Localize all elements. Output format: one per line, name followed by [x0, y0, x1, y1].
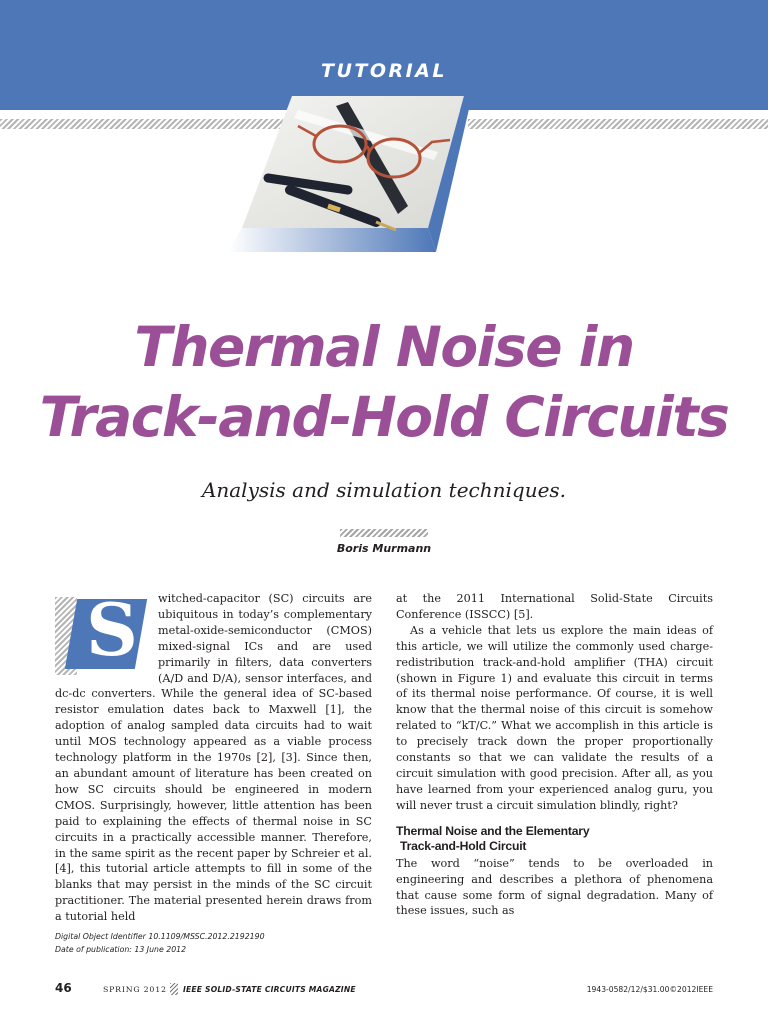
glasses-pen-photo	[228, 96, 472, 252]
section-label: TUTORIAL	[320, 60, 447, 82]
header-banner	[0, 0, 768, 110]
drop-cap-letter: S	[86, 587, 138, 672]
article-title	[0, 312, 768, 452]
section-heading-line-1: Thermal Noise and the Elementary	[396, 823, 590, 838]
header-hatch-right	[468, 119, 768, 129]
magazine-name: IEEE SOLID-STATE CIRCUITS MAGAZINE	[183, 985, 356, 994]
publication-metadata	[55, 930, 265, 956]
paragraph-intro: witched-capacitor (SC) circuits are ubiquitous in today’s complementary metal-oxide-semiconductor (CMOS) mixed-signal ICs and are used primarily in filters, data converters (A/D and D/A), sensor interfaces, and dc-dc converters. While the general idea of SC-based resistor emulation dates back to Maxwell [1], the adoption of analog sampled data circuits had to wait until MOS technology appeared as a viable process technology platform in the 1970s [2], [3]. Since then, an abundant amount of literature has been created on how SC circuits should be engineered in modern CMOS. Surprisingly, however, little attention has been paid to explaining the effects of thermal noise in SC circuits in a practically accessible manner. Therefore, in the same spirit as the recent paper by Schreier et al. [4], this tutorial article attempts to fill in some of the blanks that may persist in the minds of the SC circuit practitioner. The material presented herein draws from a tutorial held	[55, 592, 372, 924]
publication-date: Date of publication: 13 June 2012	[55, 945, 187, 954]
paragraph-vehicle: As a vehicle that lets us explore the main ideas of this article, we will utilize the commonly used charge-redistribution track-and-hold amplifier (THA) circuit (shown in Figure 1) and evaluate this circuit in terms of its thermal noise performance. Of course, it is well know that the thermal noise of this circuit is somehow related to “kT/C.” What we accomplish in this article is to precisely track down the proper proportionally constants so that we can validate the results of a circuit simulation with good precision. After all, as you have learned from your experienced analog guru, you will never trust a circuit simulation blindly, right?	[396, 623, 713, 812]
paragraph-noise: The word “noise” tends to be overloaded in engineering and describes a plethora of phenomena that cause some form of signal degradation. Many of these issues, such as	[396, 856, 713, 918]
issn-code: 1943-0582/12/$31.00©2012IEEE	[586, 985, 713, 994]
page-number: 46	[55, 981, 72, 995]
title-line-2: Track-and-Hold Circuits	[39, 385, 729, 449]
body-column-left	[55, 587, 372, 925]
author-name: Boris Murmann	[336, 542, 432, 555]
paragraph-intro-continued: at the 2011 International Solid-State Circuits Conference (ISSCC) [5].	[396, 592, 713, 621]
article-subtitle: Analysis and simulation techniques.	[201, 478, 567, 502]
drop-cap	[55, 587, 150, 675]
footer-separator	[170, 983, 178, 995]
byline-hatch	[340, 529, 428, 537]
issue-label: SPRING 2012	[103, 985, 167, 994]
body-column-right	[396, 591, 713, 919]
section-heading	[396, 824, 713, 854]
title-line-1: Thermal Noise in	[134, 315, 634, 379]
section-heading-line-2: Track-and-Hold Circuit	[400, 838, 527, 853]
doi-text: Digital Object Identifier 10.1109/MSSC.2012.2192190	[55, 932, 265, 941]
